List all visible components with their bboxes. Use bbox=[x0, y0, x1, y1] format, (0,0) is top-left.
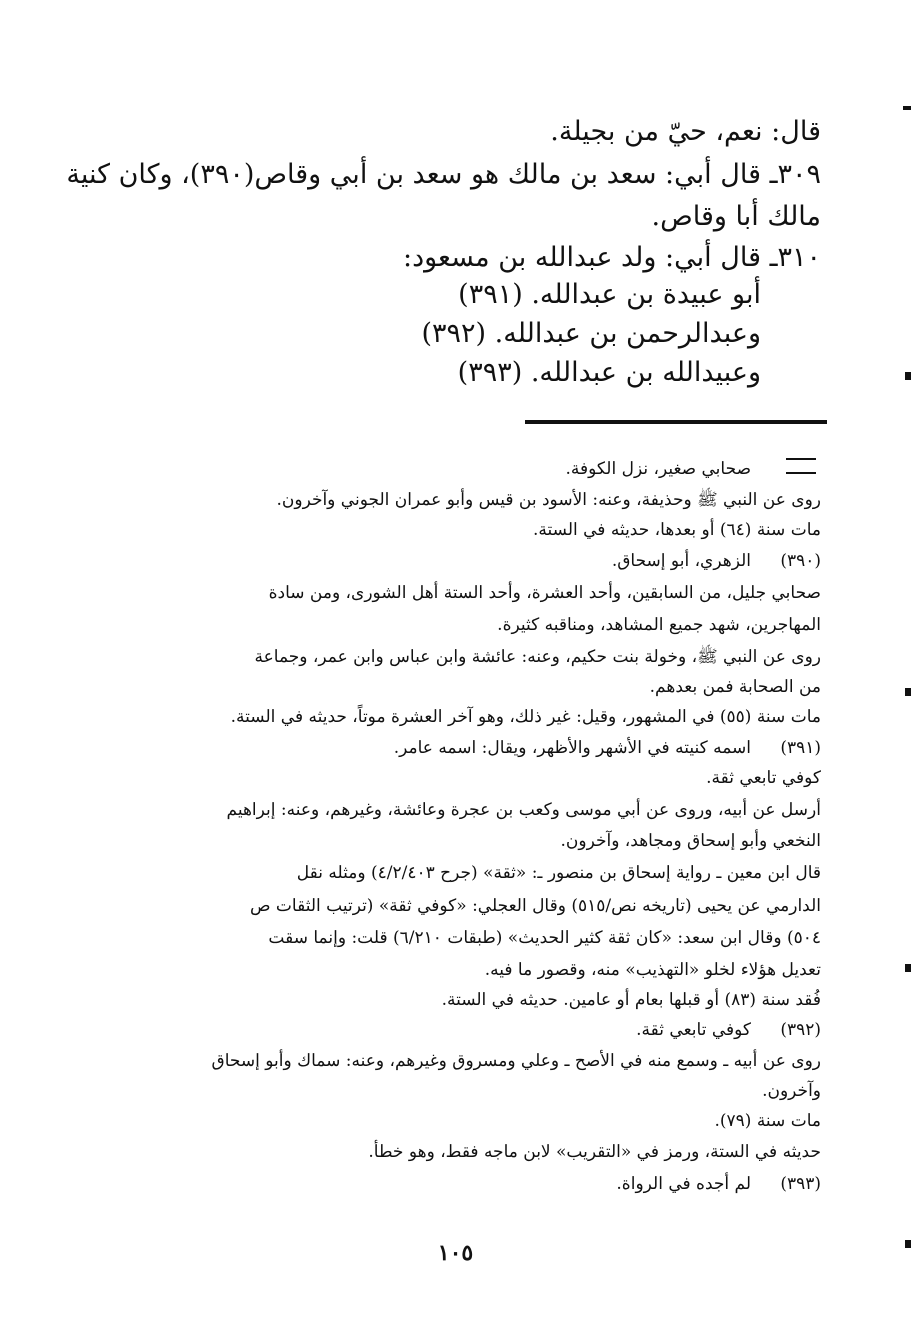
main-line-6: وعبدالرحمن بن عبدالله. (٣٩٢) bbox=[421, 318, 761, 349]
scan-edge-mark bbox=[905, 688, 911, 696]
footnote-390-line-4: روى عن النبي ﷺ، وخولة بنت حكيم، وعنه: عائشة وابن عباس وابن عمر، وجماعة bbox=[254, 647, 821, 667]
main-line-4: ٣١٠ـ قال أبي: ولد عبدالله بن مسعود: bbox=[402, 242, 821, 273]
footnote-cont-line-2: روى عن النبي ﷺ وحذيفة، وعنه: الأسود بن قيس وأبو عمران الجوني وآخرون. bbox=[276, 490, 821, 510]
footnote-cont-line-3: مات سنة (٦٤) أو بعدها، حديثه في الستة. bbox=[533, 520, 821, 540]
footnote-390-line-5: من الصحابة فمن بعدهم. bbox=[649, 677, 821, 697]
scan-edge-mark bbox=[905, 372, 911, 380]
footnote-marker-390: (٣٩٠) bbox=[780, 551, 821, 571]
footnote-391-line-5: قال ابن معين ـ رواية إسحاق بن منصور ـ: «ثقة» (جرح ٤/٢/٤٠٣) ومثله نقل bbox=[296, 863, 821, 883]
footnote-separator bbox=[525, 420, 827, 424]
footnote-390-line-6: مات سنة (٥٥) في المشهور، وقيل: غير ذلك، وهو آخر العشرة موتاً، حديثه في الستة. bbox=[230, 707, 821, 727]
footnote-391-line-4: النخعي وأبو إسحاق ومجاهد، وآخرون. bbox=[560, 831, 821, 851]
footnote-marker-391: (٣٩١) bbox=[780, 738, 821, 758]
footnote-391-line-1: اسمه كنيته في الأشهر والأظهر، ويقال: اسمه عامر. bbox=[393, 738, 751, 758]
footnote-392-line-3: وآخرون. bbox=[762, 1081, 821, 1101]
footnote-390-line-3: المهاجرين، شهد جميع المشاهد، ومناقبه كثيرة. bbox=[497, 615, 821, 635]
main-line-3: مالك أبا وقاص. bbox=[651, 201, 821, 232]
scan-edge-mark bbox=[903, 106, 911, 110]
footnote-392-line-2: روى عن أبيه ـ وسمع منه في الأصح ـ وعلي ومسروق وغيرهم، وعنه: سماك وأبو إسحاق bbox=[211, 1051, 821, 1071]
footnote-390-line-2: صحابي جليل، من السابقين، وأحد العشرة، وأحد الستة أهل الشورى، ومن سادة bbox=[268, 583, 821, 603]
scan-edge-mark bbox=[905, 964, 911, 972]
main-line-7: وعبيدالله بن عبدالله. (٣٩٣) bbox=[457, 357, 761, 388]
footnote-392-line-5: حديثه في الستة، ورمز في «التقريب» لابن ماجه فقط، وهو خطأ. bbox=[368, 1142, 821, 1162]
footnote-391-line-9: فُقد سنة (٨٣) أو قبلها بعام أو عامين. حديثه في الستة. bbox=[441, 990, 821, 1010]
footnote-391-line-2: كوفي تابعي ثقة. bbox=[706, 768, 821, 788]
footnote-marker-392: (٣٩٢) bbox=[780, 1020, 821, 1040]
footnote-marker-393: (٣٩٣) bbox=[780, 1174, 821, 1194]
footnote-cont-line-1: صحابي صغير، نزل الكوفة. bbox=[565, 459, 751, 479]
main-line-2: ٣٠٩ـ قال أبي: سعد بن مالك هو سعد بن أبي وقاص(٣٩٠)، وكان كنية bbox=[66, 159, 821, 190]
footnote-390-line-1: الزهري، أبو إسحاق. bbox=[611, 551, 751, 571]
page-number: ١٠٥ bbox=[437, 1240, 474, 1266]
footnote-392-line-1: كوفي تابعي ثقة. bbox=[636, 1020, 751, 1040]
footnote-393-line-1: لم أجده في الرواة. bbox=[616, 1174, 751, 1194]
continuation-marker bbox=[786, 458, 816, 474]
footnote-391-line-6: الدارمي عن يحيى (تاريخه نص/٥١٥) وقال العجلي: «كوفي ثقة» (ترتيب الثقات ص bbox=[249, 896, 821, 916]
main-line-5: أبو عبيدة بن عبدالله. (٣٩١) bbox=[458, 279, 761, 310]
main-line-1: قال: نعم، حيّ من بجيلة. bbox=[550, 116, 821, 147]
footnote-392-line-4: مات سنة (٧٩). bbox=[714, 1111, 821, 1131]
footnote-391-line-8: تعديل هؤلاء لخلو «التهذيب» منه، وقصور ما فيه. bbox=[484, 960, 821, 980]
scan-edge-mark bbox=[905, 1240, 911, 1248]
footnote-391-line-3: أرسل عن أبيه، وروى عن أبي موسى وكعب بن عجرة وعائشة، وغيرهم، وعنه: إبراهيم bbox=[226, 800, 821, 820]
footnote-391-line-7: ٥٠٤) وقال ابن سعد: «كان ثقة كثير الحديث» (طبقات ٦/٢١٠) قلت: وإنما سقت bbox=[268, 928, 821, 948]
